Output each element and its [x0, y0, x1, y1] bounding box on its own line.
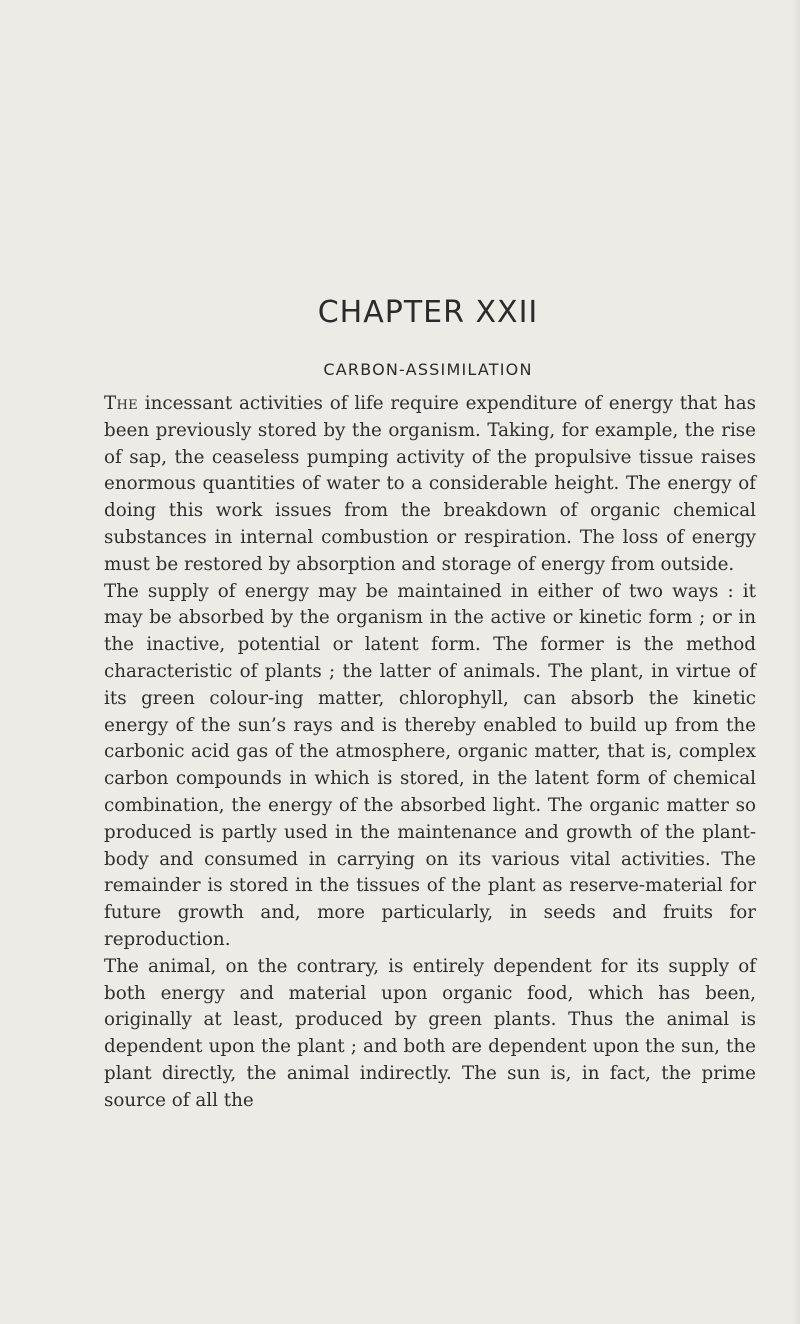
body-text	[104, 391, 756, 1115]
chapter-subtitle: CARBON-ASSIMILATION	[323, 360, 533, 379]
chapter-title: CHAPTER XXII	[317, 295, 539, 330]
paragraph-1	[104, 391, 756, 579]
page-edge-shadow	[792, 0, 800, 1324]
paragraph-2: The supply of energy may be maintained in either of two ways : it may be absorbed by the organism in the active or kinetic form ; or in the inactive, potential or latent form. The former is the method characteristic of plants ; the latter of animals. The plant, in virtue of its green colour-ing matter, chlorophyll, can absorb the kinetic energy of the sun’s rays and is thereby enabled to build up from the carbonic acid gas of the atmosphere, organic matter, that is, complex carbon compounds in which is stored, in the latent form of chemical combination, the energy of the absorbed light. The organic matter so produced is partly used in the maintenance and growth of the plant-body and consumed in carrying on its various vital activities. The remainder is stored in the tissues of the plant as reserve-material for future growth and, more particularly, in seeds and fruits for reproduction.	[104, 580, 756, 950]
paragraph-1-text: incessant activities of life require expenditure of energy that has been previously stored by the organism. Taking, for example, the rise of sap, the ceaseless pumping activity of the propulsive tissue raises enormous quantities of water to a considerable height. The energy of doing this work issues from the breakdown of organic chemical substances in internal combustion or respiration. The loss of energy must be restored by absorption and storage of energy from outside.	[104, 393, 756, 575]
paragraph-lead-word: The	[104, 393, 138, 414]
paragraph-3: The animal, on the contrary, is entirely dependent for its supply of both energy and material upon organic food, which has been, originally at least, produced by green plants. Thus the animal is dependent upon the plant ; and both are dependent upon the sun, the plant directly, the animal indirectly. The sun is, in fact, the prime source of all the	[104, 955, 756, 1111]
